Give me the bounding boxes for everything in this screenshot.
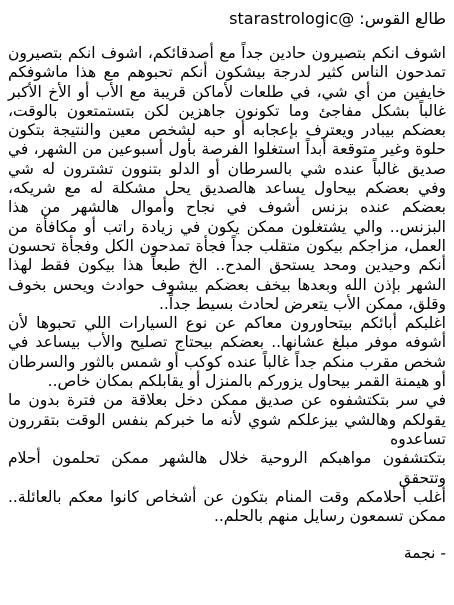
paragraph-1: اشوف انكم بتصيرون حادين جداً مع أصدقائكم، اشوف انكم بتصيرون تمدحون الناس كثير لدرجة بيشكون أنكم تحبوهم مع هذا ماشوفكم خايفين من أي شي، في طلعات لأماكن قريبة مع الأب أو الأخ الأكبر غالباً بشكل مفاجئ وما تكونون جاهزين لكن بتستمتعون بالوقت، بعضكم بيبادر ويعترف بإعجابه أو حبه لشخص معين والنتيجة بتكون حلوة وغير متوقعة أبداً استغلوا الفرصة بأول أسبوعين من الشهر، في صديق غالباً عنده شي بالسرطان أو الدلو بتنوون تشترون له شي وفي بعضكم بيحاول يساعد هالصديق يحل مشكلة له مع شريكه، بعضكم عنده بزنس أشوف في نجاح وأموال هالشهر من هذا البزنس.. والي يشتغلون ممكن يكون في زيادة راتب أو مكافأة من العمل، مزاجكم بيكون متقلب جداً فجأة تمدحون الكل وفجأة تحسون أنكم وحيدين ومحد يستحق المدح.. الخ طبعاً هذا بيكون فقط لهذا الشهر بإذن الله وبعدها بيخف بعضكم بيشوف حوادث ويحس بخوف وقلق، ممكن الأب يتعرض لحادث بسيط جداً.. — [8, 44, 446, 313]
paragraph-4: بتكتشفون مواهبكم الروحية خلال هالشهر ممكن تحلمون أحلام وتتحقق — [8, 449, 446, 487]
signature: - نجمة — [403, 544, 446, 563]
post-body — [8, 44, 446, 526]
post-title: طالع القوس: @starastrologic — [229, 9, 446, 28]
paragraph-2: اغلبكم أبائكم بيتحاورون معاكم عن نوع السيارات اللي تحبوها لأن أشوفه موفر مبلغ عشانها.. بعضكم بيحتاج تصليح والأب بيساعد في شخص مقرب منكم جداً غالباً عنده كوكب أو شمس بالثور والسرطان أو هيمنة القمر بيحاول يزوركم بالمنزل أو يقابلكم بمكان خاص.. — [8, 314, 446, 391]
paragraph-3: في سر بتكتشفوه عن صديق ممكن دخل بعلاقة من فترة بدون ما يقولكم وهالشي بيزعلكم شوي لأنه ما خبركم بنفس الوقت بتقررون تساعدوه — [8, 391, 446, 448]
paragraph-5: أغلب أحلامكم وقت المنام بتكون عن أشخاص كانوا معكم بالعائلة.. ممكن تسمعون رسايل منهم بالحلم.. — [8, 487, 446, 526]
